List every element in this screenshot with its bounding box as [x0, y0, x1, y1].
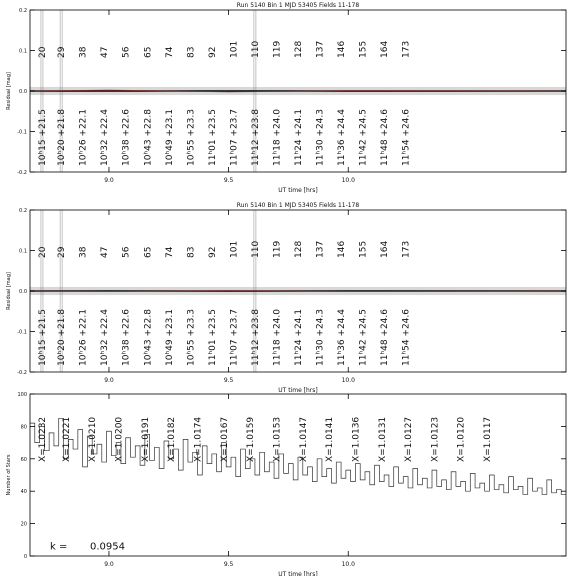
field-number-label: 164 — [380, 240, 391, 258]
field-number-label: 56 — [121, 46, 132, 58]
airmass-label: X=1.0232 — [37, 416, 48, 463]
field-time-label: 10ʰ55 +23.3 — [186, 109, 197, 166]
y-tick-label: -0.2 — [17, 370, 27, 376]
field-time-label: 11ʰ42 +24.5 — [358, 309, 369, 366]
field-number-label: 146 — [337, 40, 348, 58]
x-tick-label: 10.0 — [341, 177, 355, 184]
y-tick-label: -0.1 — [17, 129, 27, 136]
y-axis-label: Number of Stars — [6, 454, 12, 496]
field-time-label: 11ʰ36 +24.4 — [337, 109, 348, 166]
field-number-label: 74 — [164, 246, 175, 258]
field-time-label: 10ʰ26 +22.1 — [78, 109, 89, 166]
y-axis-label: Residual [mag] — [6, 72, 12, 110]
y-tick-label: 100 — [17, 392, 27, 398]
field-number-label: 101 — [229, 40, 240, 58]
y-tick-label: 40 — [20, 489, 27, 496]
field-time-label: 11ʰ48 +24.6 — [380, 109, 391, 166]
field-time-label: 10ʰ15 +21.5 — [37, 109, 48, 166]
field-number-label: 47 — [100, 246, 111, 258]
field-number-label: 155 — [358, 240, 369, 258]
airmass-label: X=1.0117 — [483, 416, 494, 463]
field-time-label: 10ʰ49 +23.1 — [164, 309, 175, 366]
airmass-label: X=1.0210 — [88, 416, 99, 463]
field-time-label: 11ʰ48 +24.6 — [380, 309, 391, 366]
x-tick-label: 9.0 — [104, 561, 114, 568]
x-tick-label: 10.0 — [341, 377, 355, 384]
field-number-label: 110 — [250, 240, 261, 258]
field-time-label: 11ʰ54 +24.6 — [401, 309, 412, 366]
field-number-label: 119 — [272, 240, 283, 258]
field-time-label: 11ʰ12 +23.8 — [250, 109, 261, 166]
field-number-label: 56 — [121, 246, 132, 258]
field-number-label: 20 — [37, 46, 48, 58]
field-number-label: 137 — [315, 40, 326, 58]
airmass-label: X=1.0174 — [193, 416, 204, 463]
y-tick-label: 0.1 — [19, 248, 27, 255]
field-time-label: 10ʰ15 +21.5 — [37, 309, 48, 366]
field-number-label: 92 — [207, 46, 218, 58]
y-tick-label: 0.2 — [19, 208, 27, 214]
field-time-label: 11ʰ30 +24.3 — [315, 309, 326, 366]
airmass-label: X=1.0191 — [140, 416, 151, 463]
x-tick-label: 9.5 — [223, 177, 234, 184]
y-tick-label: 0.2 — [19, 8, 27, 14]
field-time-label: 11ʰ01 +23.5 — [207, 309, 218, 366]
x-tick-label: 9.0 — [104, 377, 114, 384]
field-time-label: 10ʰ43 +22.8 — [143, 309, 154, 366]
airmass-label: X=1.0221 — [61, 416, 72, 463]
y-axis-label: Residual [mag] — [6, 272, 12, 310]
panel-title: Run 5140 Bin 1 MJD 53405 Fields 11-178 — [236, 2, 360, 9]
airmass-label: X=1.0153 — [272, 416, 283, 463]
field-number-label: 173 — [401, 240, 412, 258]
field-time-label: 10ʰ20 +21.8 — [57, 309, 68, 366]
airmass-label: X=1.0131 — [377, 416, 388, 463]
x-tick-label: 9.0 — [104, 177, 114, 184]
field-number-label: 83 — [186, 246, 197, 258]
field-number-label: 83 — [186, 46, 197, 58]
field-time-label: 11ʰ36 +24.4 — [337, 309, 348, 366]
airmass-label: X=1.0141 — [325, 416, 336, 463]
field-time-label: 10ʰ55 +23.3 — [186, 309, 197, 366]
field-time-label: 11ʰ24 +24.1 — [294, 309, 304, 366]
field-time-label: 10ʰ20 +21.8 — [57, 109, 68, 166]
field-number-label: 146 — [337, 240, 348, 258]
y-tick-label: 0.0 — [19, 289, 27, 295]
residual-panel-1 — [6, 2, 566, 194]
field-time-label: 10ʰ38 +22.6 — [121, 109, 132, 166]
field-number-label: 128 — [294, 40, 304, 58]
field-time-label: 11ʰ30 +24.3 — [315, 109, 326, 166]
x-tick-label: 10.0 — [341, 561, 355, 568]
airmass-label: X=1.0136 — [351, 416, 362, 463]
y-tick-label: 60 — [20, 456, 27, 463]
field-time-label: 10ʰ38 +22.6 — [121, 309, 132, 366]
field-time-label: 11ʰ12 +23.8 — [250, 309, 261, 366]
y-tick-label: 0 — [23, 554, 27, 560]
field-number-label: 65 — [143, 246, 154, 258]
y-tick-label: 20 — [20, 521, 27, 528]
field-number-label: 137 — [315, 240, 326, 258]
field-time-label: 10ʰ26 +22.1 — [78, 309, 89, 366]
field-time-label: 11ʰ42 +24.5 — [358, 109, 369, 166]
panel-title: Run 5140 Bin 1 MJD 53405 Fields 11-178 — [236, 202, 360, 209]
y-tick-label: 80 — [20, 424, 27, 431]
field-number-label: 173 — [401, 40, 412, 58]
field-number-label: 101 — [229, 240, 240, 258]
k-value: 0.0954 — [90, 541, 125, 553]
field-time-label: 10ʰ32 +22.4 — [100, 109, 111, 166]
field-number-label: 47 — [100, 46, 111, 58]
field-number-label: 119 — [272, 40, 283, 58]
x-axis-label: UT time [hrs] — [278, 571, 318, 576]
field-time-label: 11ʰ07 +23.7 — [229, 309, 240, 366]
field-number-label: 155 — [358, 40, 369, 58]
field-time-label: 10ʰ43 +22.8 — [143, 109, 154, 166]
airmass-label: X=1.0167 — [219, 416, 230, 463]
field-number-label: 29 — [57, 46, 68, 58]
field-number-label: 29 — [57, 246, 68, 258]
field-time-label: 11ʰ18 +24.0 — [272, 309, 283, 366]
field-number-label: 38 — [78, 246, 89, 258]
k-label: k = — [50, 541, 68, 553]
field-number-label: 92 — [207, 246, 218, 258]
field-number-label: 74 — [164, 46, 175, 58]
star-count-panel — [6, 392, 566, 576]
field-time-label: 11ʰ24 +24.1 — [294, 109, 304, 166]
field-number-label: 65 — [143, 46, 154, 58]
field-time-label: 10ʰ32 +22.4 — [100, 309, 111, 366]
field-time-label: 10ʰ49 +23.1 — [164, 109, 175, 166]
airmass-label: X=1.0123 — [430, 416, 441, 463]
airmass-label: X=1.0127 — [404, 416, 415, 463]
airmass-label: X=1.0200 — [114, 416, 125, 463]
airmass-label: X=1.0147 — [298, 416, 309, 463]
y-tick-label: 0.0 — [19, 89, 27, 95]
airmass-label: X=1.0159 — [246, 416, 257, 463]
residual-panel-2 — [6, 202, 566, 394]
field-number-label: 164 — [380, 40, 391, 58]
field-time-label: 11ʰ07 +23.7 — [229, 109, 240, 166]
airmass-label: X=1.0120 — [456, 416, 467, 463]
field-number-label: 38 — [78, 46, 89, 58]
x-axis-label: UT time [hrs] — [278, 387, 318, 394]
y-tick-label: 0.1 — [19, 48, 27, 55]
y-tick-label: -0.1 — [17, 329, 27, 336]
field-time-label: 11ʰ01 +23.5 — [207, 109, 218, 166]
x-axis-label: UT time [hrs] — [278, 187, 318, 194]
airmass-label: X=1.0182 — [167, 416, 178, 463]
x-tick-label: 9.5 — [223, 377, 234, 384]
field-number-label: 20 — [37, 246, 48, 258]
field-number-label: 128 — [294, 240, 304, 258]
field-time-label: 11ʰ18 +24.0 — [272, 109, 283, 166]
y-tick-label: -0.2 — [17, 170, 27, 176]
field-time-label: 11ʰ54 +24.6 — [401, 109, 412, 166]
x-tick-label: 9.5 — [223, 561, 234, 568]
field-number-label: 110 — [250, 40, 261, 58]
